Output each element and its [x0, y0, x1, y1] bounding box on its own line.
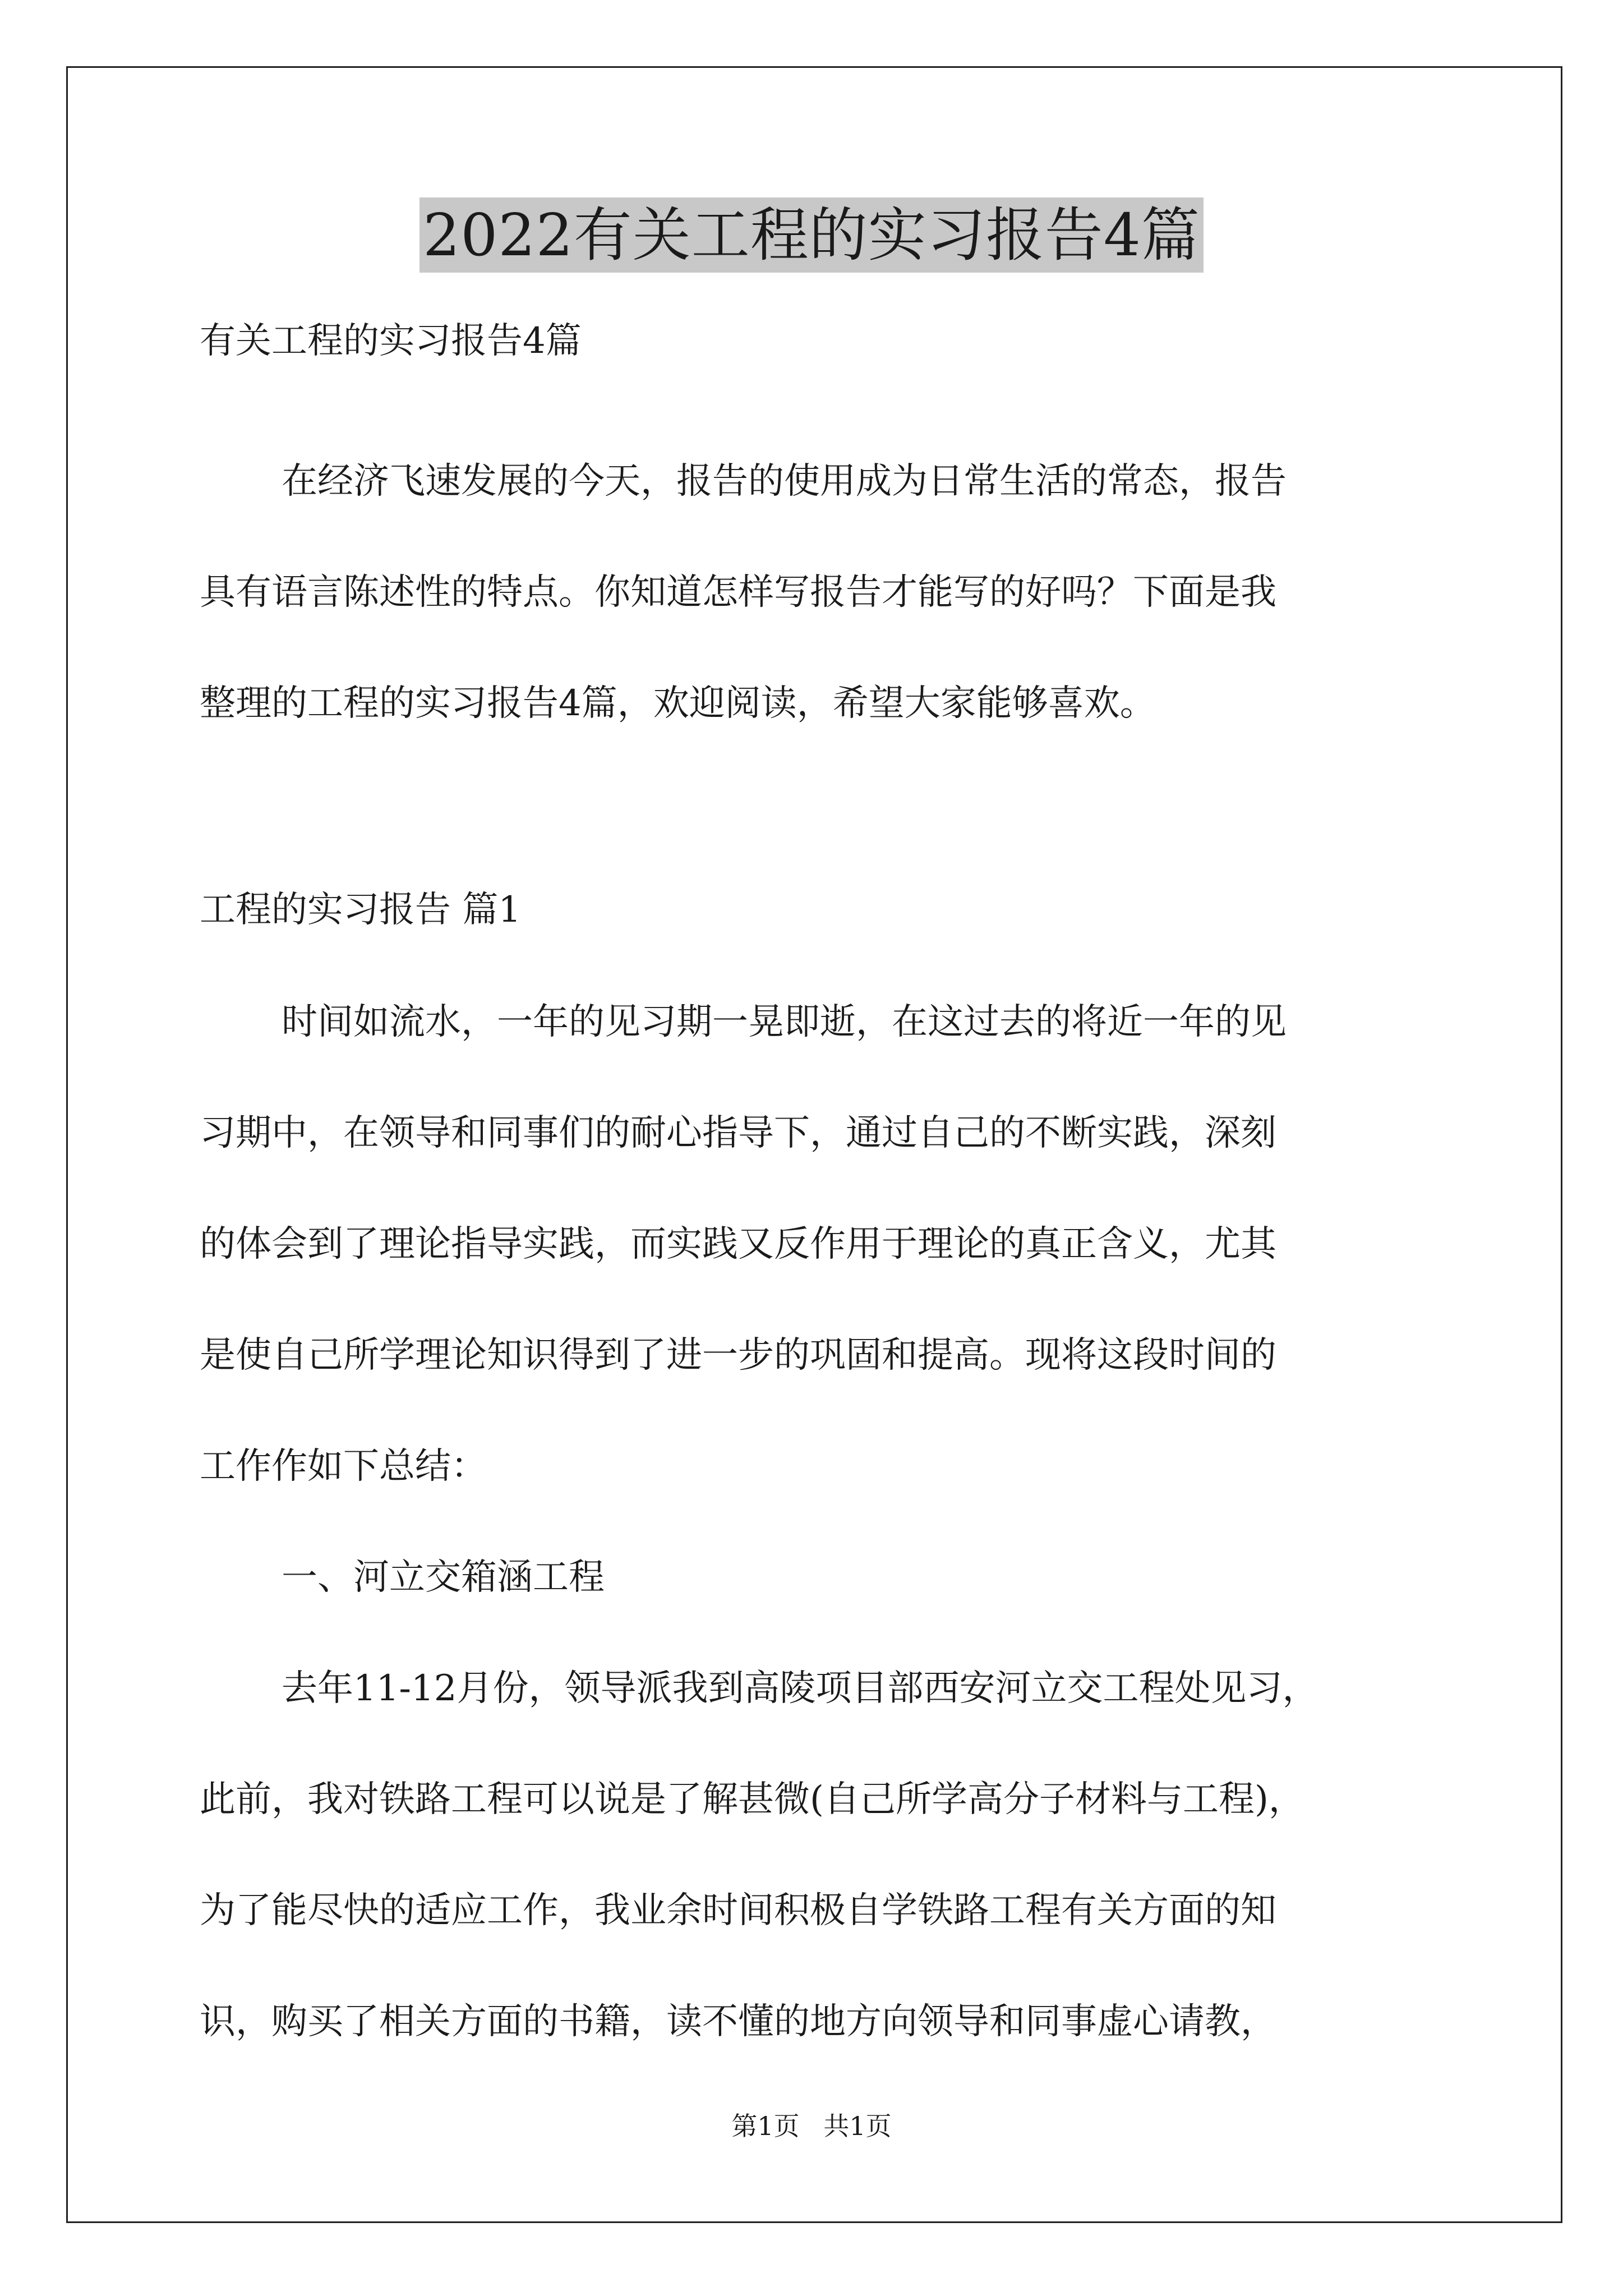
page-number: 第1页	[731, 2111, 800, 2141]
intro-line: 在经济飞速发展的今天，报告的使用成为日常生活的常态，报告	[282, 461, 1287, 502]
paragraph-line: 时间如流水，一年的见习期一晃即逝，在这过去的将近一年的见	[282, 1001, 1287, 1043]
document-title: 2022有关工程的实习报告4篇	[419, 197, 1204, 273]
paragraph-line: 去年11-12月份，领导派我到高陵项目部西安河立交工程处见习，	[282, 1668, 1318, 1709]
intro-line: 具有语言陈述性的特点。你知道怎样写报告才能写的好吗？下面是我	[200, 572, 1276, 613]
page-total: 共1页	[823, 2111, 892, 2141]
paragraph-line: 此前，我对铁路工程可以说是了解甚微(自己所学高分子材料与工程)，	[200, 1779, 1304, 1820]
subheading: 一、河立交箱涵工程	[282, 1557, 605, 1598]
paragraph-line: 工作作如下总结：	[200, 1446, 487, 1487]
intro-line: 整理的工程的实习报告4篇，欢迎阅读，希望大家能够喜欢。	[200, 683, 1156, 724]
page-footer	[0, 2109, 1623, 2143]
document-subtitle: 有关工程的实习报告4篇	[200, 320, 582, 362]
paragraph-line: 是使自己所学理论知识得到了进一步的巩固和提高。现将这段时间的	[200, 1335, 1276, 1376]
paragraph-line: 为了能尽快的适应工作，我业余时间积极自学铁路工程有关方面的知	[200, 1890, 1276, 1931]
paragraph-line: 识，购买了相关方面的书籍，读不懂的地方向领导和同事虚心请教，	[200, 2001, 1276, 2042]
paragraph-line: 习期中，在领导和同事们的耐心指导下，通过自己的不断实践，深刻	[200, 1112, 1276, 1154]
paragraph-line: 的体会到了理论指导实践，而实践又反作用于理论的真正含义，尤其	[200, 1223, 1276, 1265]
title-container	[0, 197, 1623, 273]
section-heading: 工程的实习报告 篇1	[200, 889, 522, 931]
